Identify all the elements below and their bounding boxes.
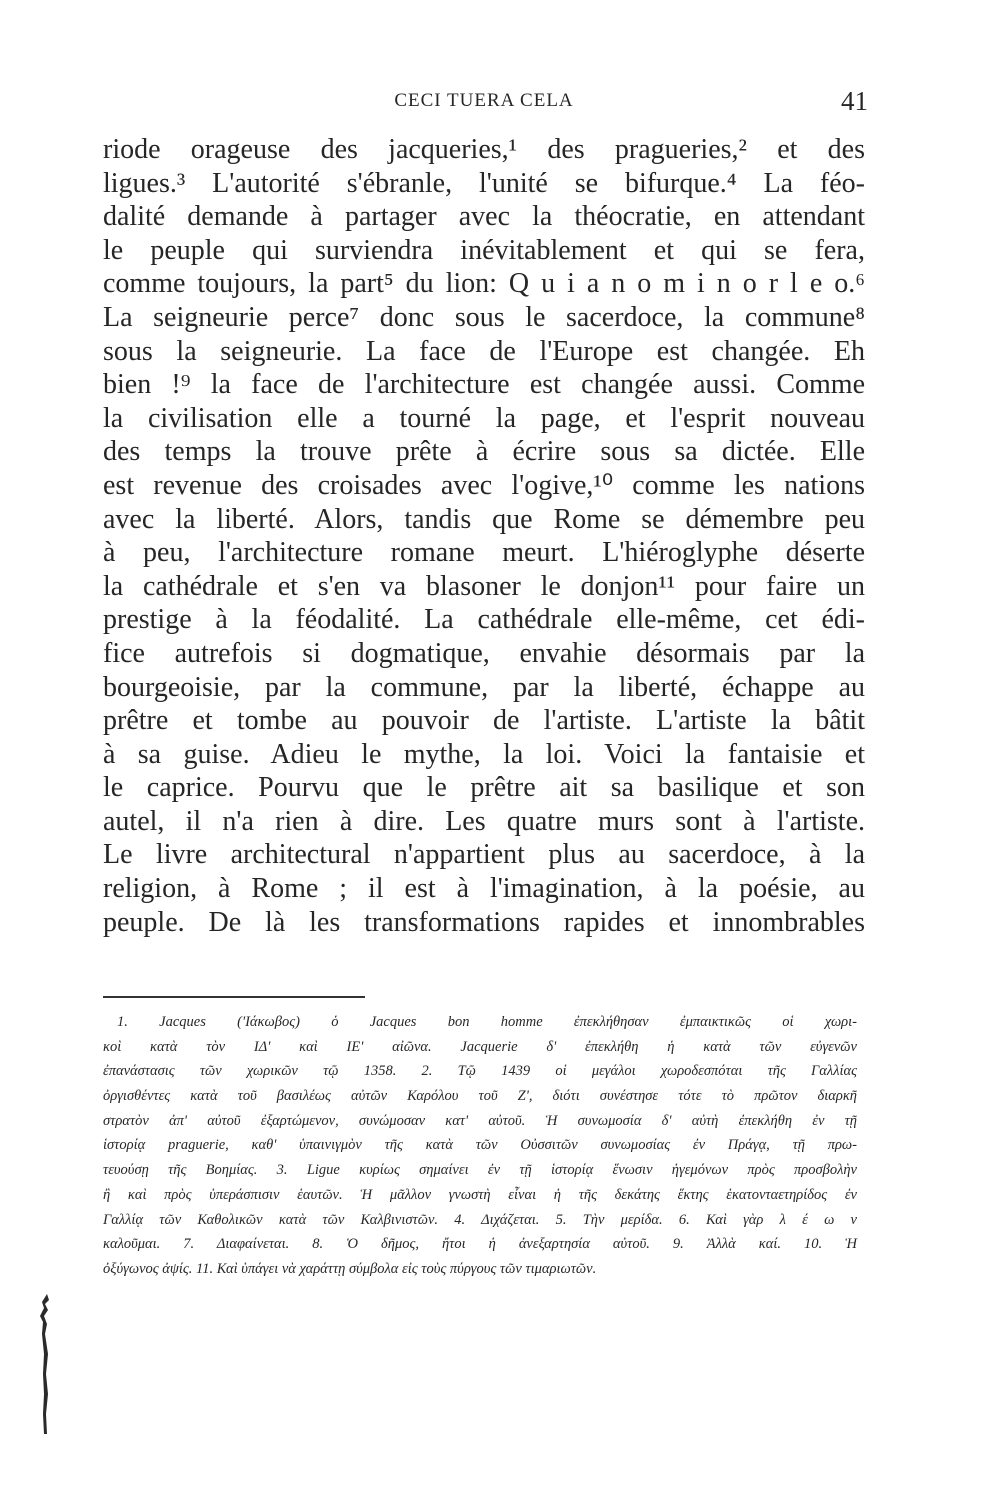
text-line: comme toujours, la part⁵ du lion: Q u i a n o m i n o r l e o.⁶: [103, 268, 865, 300]
text-line: autel, il n'a rien à dire. Les quatre murs sont à l'artiste.: [103, 805, 865, 837]
text-line: prestige à la féodalité. La cathédrale elle-même, cet édi-: [103, 604, 865, 636]
text-line: sous la seigneurie. La face de l'Europe est changée. Eh: [103, 335, 865, 367]
text-line: avec la liberté. Alors, tandis que Rome se démembre peu: [103, 503, 865, 535]
footnote-line: καλοῦμαι. 7. Διαφαίνεται. 8. Ὁ δῆμος, ἤτοι ἡ ἀνεξαρτησία αὐτοῦ. 9. Ἀλλὰ καί. 10. Ἡ: [103, 1236, 857, 1253]
footnote-line: ἐπανάστασις τῶν χωρικῶν τῷ 1358. 2. Τῷ 1439 οἱ μεγάλοι χωροδεσπόται τῆς Γαλλίας: [103, 1063, 857, 1080]
footnote-line: Γαλλίᾳ τῶν Καθολικῶν κατὰ τῶν Καλβινιστῶν. 4. Διχάζεται. 5. Τὴν μερίδα. 6. Καὶ γὰρ λ έ ω ν: [103, 1211, 857, 1228]
text-line: des temps la trouve prête à écrire sous sa dictée. Elle: [103, 436, 865, 468]
running-head: CECI TUERA CELA: [394, 90, 574, 111]
text-line: religion, à Rome ; il est à l'imagination, à la poésie, au: [103, 873, 865, 905]
text-line: peuple. De là les transformations rapides et innombrables: [103, 906, 865, 938]
footnote-line: ἱστορίᾳ praguerie, καθ' ὑπαινιγμὸν τῆς κατὰ τῶν Οὐσσιτῶν συνωμοσίας ἐν Πράγᾳ, τῇ πρω-: [103, 1137, 857, 1154]
text-line: ligues.³ L'autorité s'ébranle, l'unité se bifurque.⁴ La féo-: [103, 167, 865, 199]
page-number: 41: [841, 86, 868, 116]
text-line: Le livre architectural n'appartient plus au sacerdoce, à la: [103, 839, 865, 871]
text-line: riode orageuse des jacqueries,¹ des pragueries,² et des: [103, 134, 865, 165]
footnote-line: 1. Jacques ('Ιάκωβος) ὁ Jacques bon homme ἐπεκλήθησαν ἐμπαικτικῶς οἱ χωρι-: [117, 1014, 857, 1030]
text-line: bourgeoisie, par la commune, par la liberté, échappe au: [103, 671, 865, 703]
footnotes: [103, 1010, 857, 1282]
text-line: le caprice. Pourvu que le prêtre ait sa basilique et son: [103, 772, 865, 804]
text-line: à sa guise. Adieu le mythe, la loi. Voici la fantaisie et: [103, 738, 865, 770]
page-header: [100, 86, 868, 120]
footnote-line: ὀργισθέντες κατὰ τοῦ βασιλέως αὐτῶν Καρόλου τοῦ Ζ', διότι συνέστησε τότε τὸ πρῶτον διαρκῆ: [103, 1088, 857, 1105]
text-line: La seigneurie perce⁷ donc sous le sacerdoce, la commune⁸: [103, 301, 865, 333]
footnote-line: ἢ καὶ πρὸς ὑπεράσπισιν ἑαυτῶν. Ἡ μᾶλλον γνωστὴ εἶναι ἡ τῆς δεκάτης ἕκτης ἑκατονταετηρίδος ἐν: [103, 1186, 857, 1203]
footnote-separator: [103, 996, 365, 998]
footnote-line: ὀξύγωνος ἀψίς. 11. Καὶ ὑπάγει νὰ χαράττῃ σύμβολα εἰς τοὺς πύργους τῶν τιμαριωτῶν.: [103, 1260, 597, 1277]
text-line: à peu, l'architecture romane meurt. L'hiéroglyphe déserte: [103, 537, 865, 569]
text-line: la civilisation elle a tourné la page, et l'esprit nouveau: [103, 402, 865, 434]
text-line: le peuple qui surviendra inévitablement et qui se fera,: [103, 234, 865, 266]
footnote-line: τευούσῃ τῆς Βοημίας. 3. Ligue κυρίως σημαίνει ἐν τῇ ἱστορίᾳ ἕνωσιν ἡγεμόνων πρὸς προσβολὴν: [103, 1162, 857, 1179]
margin-ink-mark: [38, 1294, 54, 1434]
main-text-body: [103, 133, 865, 939]
footnote-line: κοὶ κατὰ τὸν ΙΔ' καὶ ΙΕ' αἰῶνα. Jacquerie δ' ἐπεκλήθη ἡ κατὰ τῶν εὐγενῶν: [103, 1038, 857, 1055]
text-line: bien !⁹ la face de l'architecture est changée aussi. Comme: [103, 369, 865, 401]
text-line: dalité demande à partager avec la théocratie, en attendant: [103, 201, 865, 233]
text-line: est revenue des croisades avec l'ogive,¹⁰ comme les nations: [103, 469, 865, 501]
text-line: la cathédrale et s'en va blasoner le donjon¹¹ pour faire un: [103, 570, 865, 602]
text-line: fice autrefois si dogmatique, envahie désormais par la: [103, 637, 865, 669]
text-line: prêtre et tombe au pouvoir de l'artiste. L'artiste la bâtit: [103, 705, 865, 737]
footnote-line: στρατὸν ἀπ' αὐτοῦ ἐξαρτώμενον, συνώμοσαν κατ' αὐτοῦ. Ἡ συνωμοσία δ' αὐτὴ ἐπεκλήθη ἐν τῇ: [103, 1112, 857, 1129]
